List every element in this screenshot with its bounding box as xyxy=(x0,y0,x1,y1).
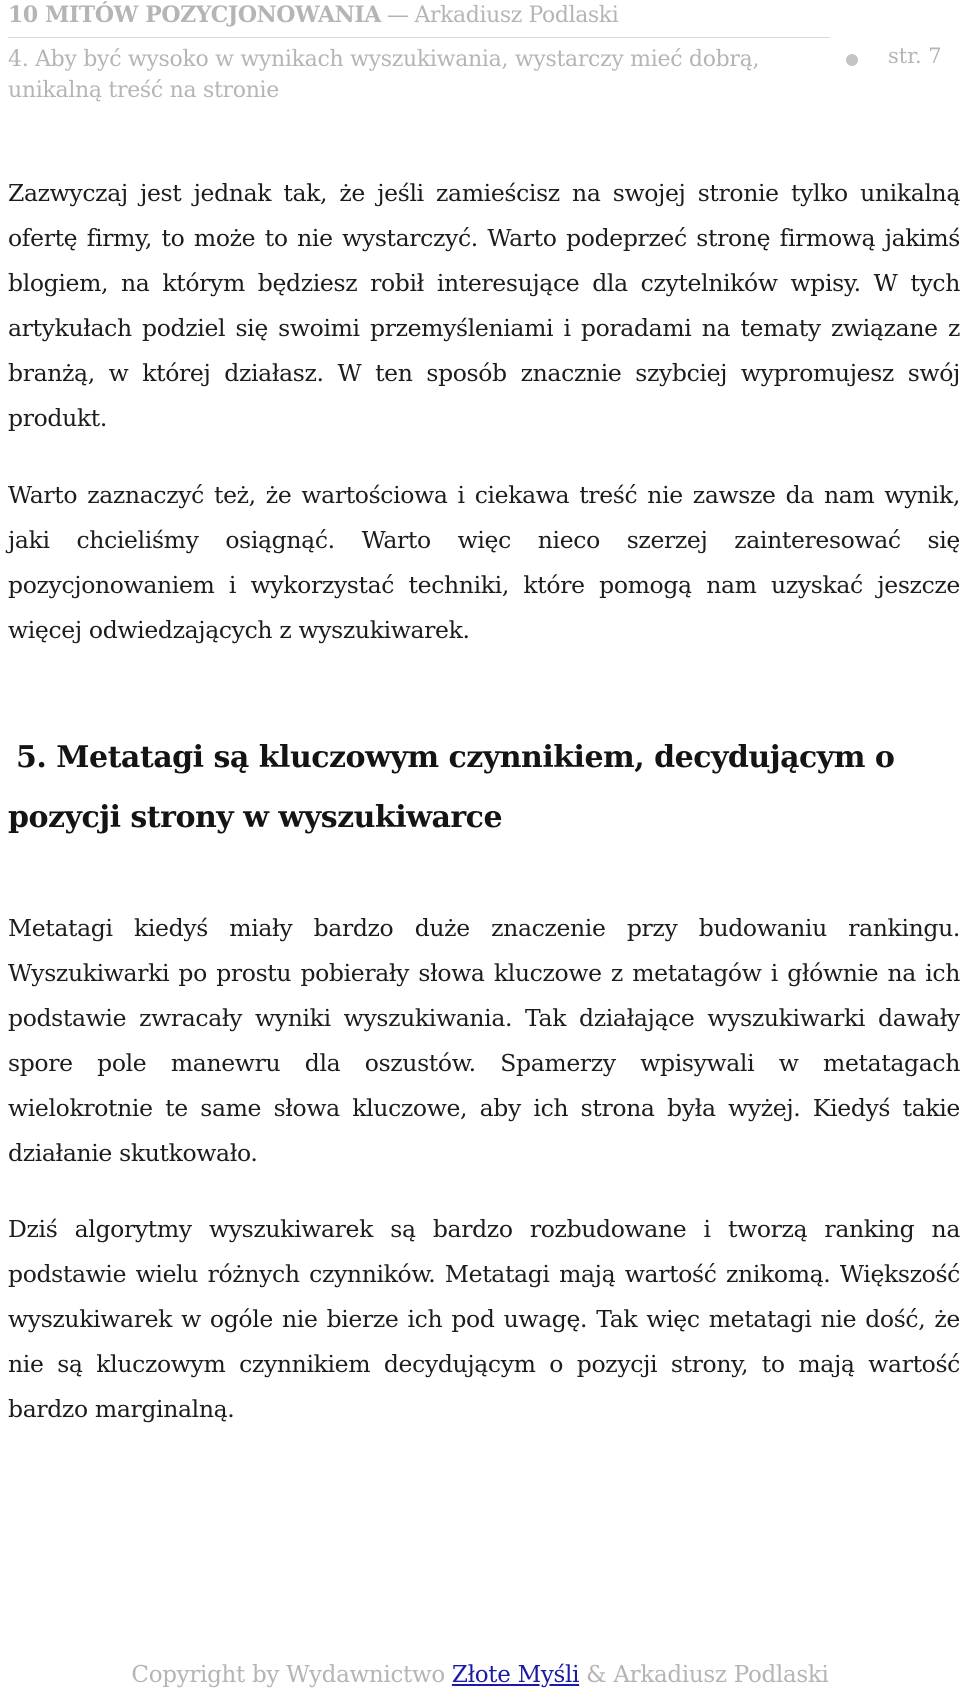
header-title xyxy=(8,2,618,28)
bullet-dot-icon xyxy=(846,54,858,66)
section-heading xyxy=(8,728,960,848)
body-paragraph: Metatagi kiedyś miały bardzo duże znaczenie przy budowaniu rankingu. Wyszukiwarki po prostu pobierały słowa kluczowe z metatagów i głównie na ich podstawie zwracały wyniki wyszukiwania. Tak działające wyszukiwarki dawały spore pole manewru dla oszustów. Spamerzy wpisywali w metatagach wielokrotnie te same słowa kluczowe, aby ich strona była wyżej. Kiedyś takie działanie skutkowało. xyxy=(8,914,960,1167)
document-page xyxy=(8,0,960,1705)
publisher-link[interactable]: Złote Myśli xyxy=(451,1662,580,1688)
header-separator: — xyxy=(386,3,409,28)
page-number: str. 7 xyxy=(888,44,942,68)
section-title: Metatagi są kluczowym czynnikiem, decydującym o pozycji strony w wyszukiwarce xyxy=(8,740,895,835)
page-footer xyxy=(8,1662,952,1688)
body-paragraph: Dziś algorytmy wyszukiwarek są bardzo rozbudowane i tworzą ranking na podstawie wielu różnych czynników. Metatagi mają wartość znikomą. Większość wyszukiwarek w ogóle nie bierze ich pod uwagę. Tak więc metatagi nie dość, że nie są kluczowym czynnikiem decydującym o pozycji strony, to mają wartość bardzo marginalną. xyxy=(8,1215,960,1423)
book-title: 10 MITÓW POZYCJONOWANIA xyxy=(8,2,381,28)
section-number: 5. xyxy=(16,740,47,775)
body-paragraph: Warto zaznaczyć też, że wartościowa i ciekawa treść nie zawsze da nam wynik, jaki chcieliśmy osiągnąć. Warto więc nieco szerzej zainteresować się pozycjonowaniem i wykorzystać techniki, które pomogą nam uzyskać jeszcze więcej odwiedzających z wyszukiwarek. xyxy=(8,481,960,644)
copyright-text: Copyright by Wydawnictwo xyxy=(131,1662,445,1688)
header-divider xyxy=(8,37,830,38)
chapter-title: 4. Aby być wysoko w wynikach wyszukiwania, wystarczy mieć dobrą, unikalną treść na stronie xyxy=(8,47,760,103)
copyright-author: & Arkadiusz Podlaski xyxy=(586,1662,829,1688)
body-paragraph: Zazwyczaj jest jednak tak, że jeśli zamieścisz na swojej stronie tylko unikalną ofertę firmy, to może to nie wystarczyć. Warto podeprzeć stronę firmową jakimś blogiem, na którym będziesz robił interesujące dla czytelników wpisy. W tych artykułach podziel się swoimi przemyśleniami i poradami na tematy związane z branżą, w której działasz. W ten sposób znacznie szybciej wypromujesz swój produkt. xyxy=(8,179,960,432)
header-author: Arkadiusz Podlaski xyxy=(414,3,619,28)
